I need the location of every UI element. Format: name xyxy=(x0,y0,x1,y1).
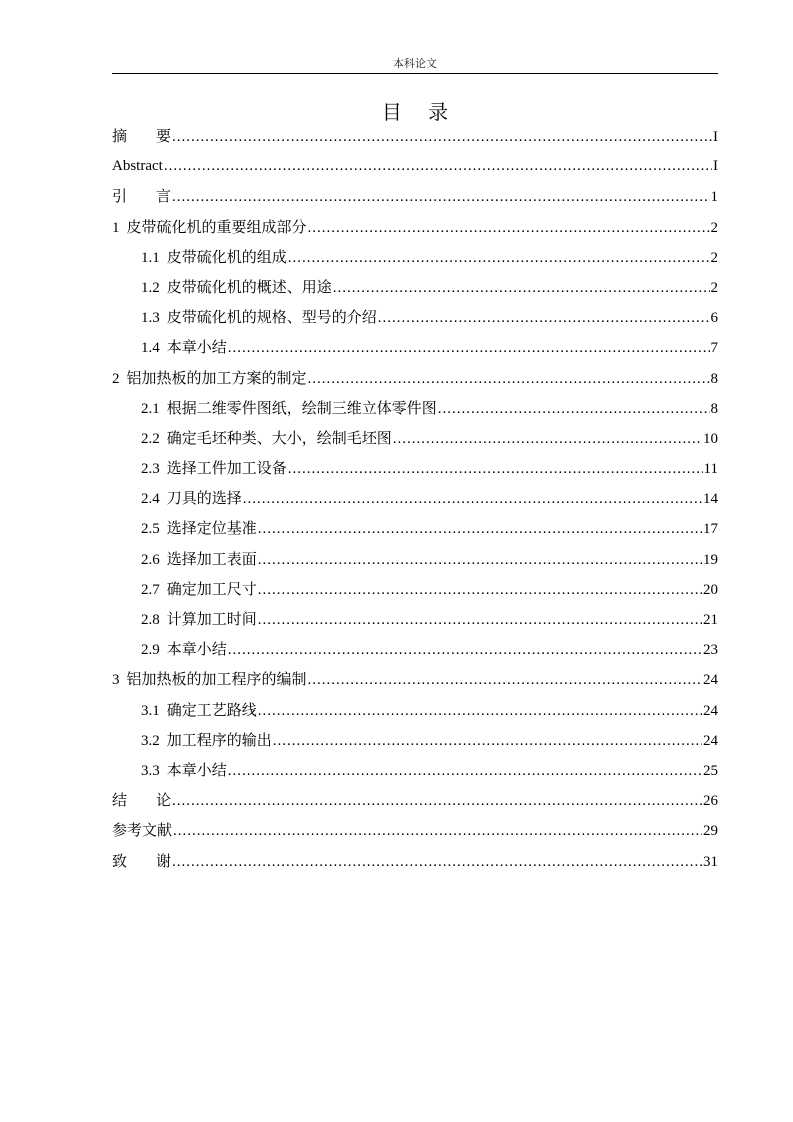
toc-entry-number: 2.3 xyxy=(141,461,160,478)
toc-entry-page: 8 xyxy=(710,400,718,417)
toc-entry-label: 参考文献 xyxy=(112,821,173,840)
toc-dot-leader xyxy=(172,182,709,212)
toc-entry-page: 19 xyxy=(703,551,718,568)
toc-entry-number: 2 xyxy=(112,370,120,387)
toc-entry-number: 2.8 xyxy=(141,612,160,628)
toc-entry-page: 17 xyxy=(703,521,718,538)
toc-dot-leader xyxy=(173,816,702,846)
toc-dot-leader xyxy=(228,333,710,363)
toc-entry-label: Abstract xyxy=(112,158,163,175)
toc-entry[interactable] xyxy=(112,755,718,785)
toc-entry-page: 25 xyxy=(703,762,718,779)
toc-entry-label: 皮带硫化机的概述、用途 xyxy=(166,277,332,296)
toc-entry[interactable] xyxy=(112,181,718,211)
toc-dot-leader xyxy=(258,545,702,575)
toc-dot-leader xyxy=(172,847,702,877)
toc-dot-leader xyxy=(393,424,702,454)
toc-entry-label: 确定毛坯种类、大小，绘制毛坯图 xyxy=(166,428,392,447)
toc-dot-leader xyxy=(258,575,702,605)
toc-entry[interactable] xyxy=(112,513,718,543)
toc-list xyxy=(112,121,718,876)
toc-entry-page: I xyxy=(713,158,718,175)
toc-entry[interactable] xyxy=(112,151,718,181)
toc-entry-page: 2 xyxy=(710,279,718,296)
toc-entry-page: 23 xyxy=(703,642,718,659)
toc-entry-number: 2.4 xyxy=(141,491,160,508)
toc-entry-page: 7 xyxy=(710,340,718,357)
toc-entry-label: 刀具的选择 xyxy=(166,489,242,508)
toc-entry-label: 本章小结 xyxy=(166,338,227,357)
toc-entry-number: 2.2 xyxy=(141,430,160,447)
toc-dot-leader xyxy=(308,364,710,394)
toc-entry-number: 2.5 xyxy=(141,521,160,538)
toc-entry-label: 铝加热板的加工程序的编制 xyxy=(126,670,307,689)
toc-entry-number: 2.6 xyxy=(141,551,160,568)
toc-entry[interactable] xyxy=(112,846,718,876)
toc-entry[interactable] xyxy=(112,725,718,755)
toc-entry-number: 1.1 xyxy=(141,249,160,266)
toc-entry-label: 本章小结 xyxy=(166,640,227,659)
toc-entry-page: 1 xyxy=(710,189,718,206)
toc-dot-leader xyxy=(288,454,703,484)
toc-entry-label: 确定工艺路线 xyxy=(166,700,257,719)
toc-entry[interactable] xyxy=(112,604,718,634)
toc-entry-number: 1.4 xyxy=(141,340,160,357)
toc-entry-number: 2.1 xyxy=(141,400,160,417)
toc-entry-label: 结论 xyxy=(112,791,172,810)
toc-entry[interactable] xyxy=(112,544,718,574)
toc-entry-label: 选择加工表面 xyxy=(166,549,257,568)
toc-entry-label: 选择工件加工设备 xyxy=(166,459,287,478)
toc-entry-label: 皮带硫化机的重要组成部分 xyxy=(126,217,307,236)
toc-entry-label: 根据二维零件图纸，绘制三维立体零件图 xyxy=(166,398,437,417)
toc-dot-leader xyxy=(333,273,710,303)
toc-entry-label: 计算加工时间 xyxy=(166,610,257,628)
toc-entry-page: I xyxy=(713,129,718,145)
toc-entry[interactable] xyxy=(112,574,718,604)
toc-entry-page: 14 xyxy=(703,491,718,508)
toc-entry-page: 21 xyxy=(703,612,718,628)
toc-dot-leader xyxy=(378,303,710,333)
toc-entry-page: 24 xyxy=(703,732,718,749)
toc-entry-number: 3.2 xyxy=(141,732,160,749)
toc-entry-page: 8 xyxy=(710,370,718,387)
toc-entry-label: 皮带硫化机的组成 xyxy=(166,247,287,266)
header-rule xyxy=(112,73,718,74)
toc-entry[interactable] xyxy=(112,453,718,483)
toc-entry-page: 29 xyxy=(703,823,718,840)
toc-entry-number: 3 xyxy=(112,672,120,689)
toc-entry[interactable] xyxy=(112,785,718,815)
toc-entry[interactable] xyxy=(112,272,718,302)
toc-entry[interactable] xyxy=(112,634,718,664)
toc-dot-leader xyxy=(438,394,710,424)
toc-entry-label: 致谢 xyxy=(112,851,172,870)
toc-title: 目 录 xyxy=(381,100,459,124)
toc-entry-label: 皮带硫化机的规格、型号的介绍 xyxy=(166,308,377,327)
toc-entry[interactable] xyxy=(112,121,718,151)
toc-entry-label: 选择定位基准 xyxy=(166,519,257,538)
toc-entry-number: 3.3 xyxy=(141,762,160,779)
toc-dot-leader xyxy=(258,696,702,726)
toc-entry-label: 铝加热板的加工方案的制定 xyxy=(126,368,307,387)
toc-dot-leader xyxy=(258,514,702,544)
toc-entry-number: 2.7 xyxy=(141,581,160,598)
toc-entry[interactable] xyxy=(112,423,718,453)
toc-entry-page: 24 xyxy=(703,672,718,689)
toc-entry-label: 本章小结 xyxy=(166,760,227,779)
toc-entry[interactable] xyxy=(112,393,718,423)
toc-dot-leader xyxy=(258,605,702,635)
toc-dot-leader xyxy=(273,726,702,756)
toc-entry-page: 11 xyxy=(703,461,718,478)
toc-dot-leader xyxy=(308,213,710,243)
toc-entry[interactable] xyxy=(112,483,718,513)
toc-entry-page: 26 xyxy=(703,793,718,810)
toc-entry-page: 20 xyxy=(703,581,718,598)
toc-dot-leader xyxy=(228,756,702,786)
toc-entry[interactable] xyxy=(112,242,718,272)
toc-entry-label: 摘要 xyxy=(112,127,172,145)
toc-entry-page: 31 xyxy=(703,853,718,870)
running-header: 本科论文 xyxy=(393,57,437,70)
toc-entry[interactable] xyxy=(112,212,718,242)
toc-entry-number: 2.9 xyxy=(141,642,160,659)
toc-entry-label: 加工程序的输出 xyxy=(166,730,272,749)
toc-dot-leader xyxy=(308,665,702,695)
toc-dot-leader xyxy=(243,484,702,514)
toc-dot-leader xyxy=(172,122,712,152)
toc-entry-label: 引言 xyxy=(112,187,172,206)
toc-entry-page: 2 xyxy=(710,219,718,236)
toc-entry[interactable] xyxy=(112,363,718,393)
toc-entry[interactable] xyxy=(112,695,718,725)
toc-dot-leader xyxy=(228,635,702,665)
toc-entry-page: 24 xyxy=(703,702,718,719)
toc-dot-leader xyxy=(164,151,712,181)
toc-entry-page: 6 xyxy=(710,310,718,327)
toc-entry-number: 1.2 xyxy=(141,279,160,296)
toc-dot-leader xyxy=(172,786,702,816)
toc-entry-page: 10 xyxy=(703,430,718,447)
toc-entry[interactable] xyxy=(112,332,718,362)
toc-entry-number: 3.1 xyxy=(141,702,160,719)
toc-entry-number: 1.3 xyxy=(141,310,160,327)
toc-entry[interactable] xyxy=(112,302,718,332)
toc-entry[interactable] xyxy=(112,664,718,694)
toc-dot-leader xyxy=(288,243,710,273)
toc-entry[interactable] xyxy=(112,815,718,845)
toc-entry-number: 1 xyxy=(112,219,120,236)
toc-entry-label: 确定加工尺寸 xyxy=(166,579,257,598)
toc-entry-page: 2 xyxy=(710,249,718,266)
